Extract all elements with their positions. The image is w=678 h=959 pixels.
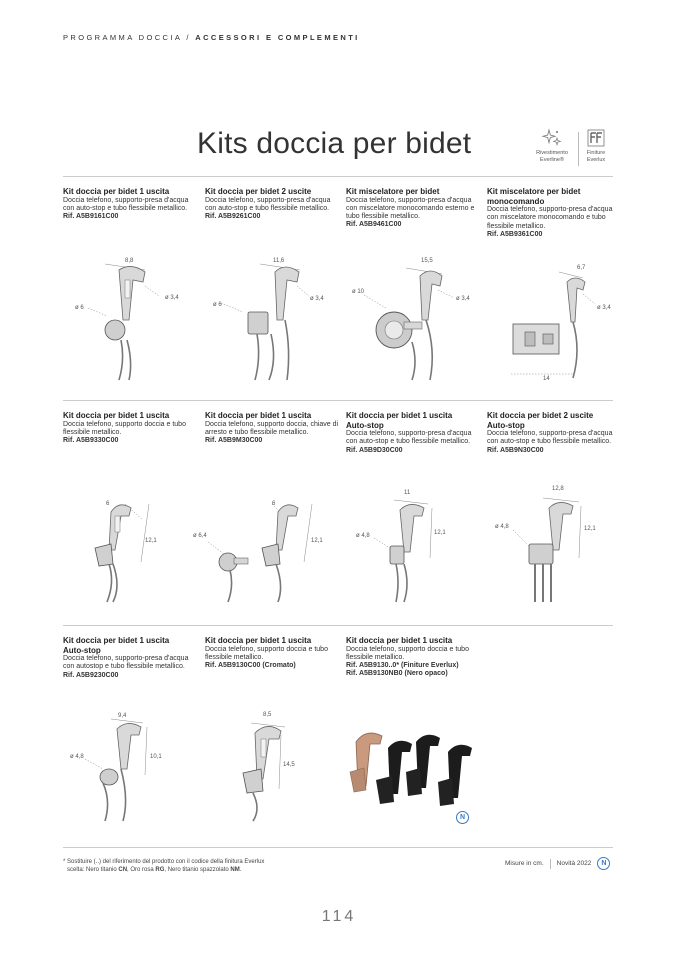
product-ref: Rif. A5B9M30C00 — [205, 437, 263, 445]
measures-note: Misure in cm. — [505, 860, 544, 867]
badge-everlux-line1: Finiture — [586, 150, 606, 156]
product-name: Kit miscelatore per bidet monocomando — [487, 187, 581, 206]
finish-code: RG — [155, 867, 165, 873]
product-illustration — [346, 490, 481, 630]
product-card — [205, 411, 340, 445]
badge-everline-line2: Everline® — [540, 156, 564, 163]
new-badge-icon: N — [597, 857, 610, 870]
product-description: Doccia telefono, supporto-presa d'acqua con auto-stop e tubo flessibile metallico. — [205, 196, 331, 212]
product-ref: Rif. A5B9230C00 — [63, 671, 119, 679]
bidet-shower-stopvalve-drawing — [190, 490, 340, 610]
dimension-label: 12,1 — [311, 538, 323, 544]
page-title: Kits doccia per bidet — [197, 127, 472, 160]
product-card — [346, 411, 481, 455]
product-description: Doccia telefono, supporto-presa d'acqua con auto-stop e tubo flessibile metallico. — [487, 430, 613, 446]
product-description: Doccia telefono, supporto-presa d'acqua con miscelatore monocomando esterno e tubo flessibile metallico. — [346, 196, 475, 221]
divider-bottom — [63, 847, 613, 848]
product-illustration — [63, 705, 198, 845]
dimension-label: 14 — [543, 376, 550, 382]
product-description: Doccia telefono, supporto-presa d'acqua con auto-stop e tubo flessibile metallico. — [63, 196, 189, 212]
divider-row1 — [63, 400, 613, 401]
product-name: Kit doccia per bidet 1 uscita — [63, 411, 170, 420]
dimension-label: 6 — [272, 501, 276, 507]
product-illustration — [205, 250, 340, 390]
bidet-shower-autostop-2-drawing — [63, 705, 198, 825]
dimension-label: 12,8 — [552, 486, 564, 492]
page-number: 114 — [321, 908, 357, 925]
footnote-prefix: scelta: Nero titanio — [67, 867, 119, 873]
bidet-mixer-monocommand-drawing — [487, 250, 622, 390]
badge-divider — [578, 132, 579, 166]
novelty-note: Novità 2022 — [556, 860, 592, 867]
badge-everlux-line2: Everlux — [586, 156, 606, 163]
product-ref: Rif. A5B9D30C00 — [346, 446, 403, 454]
product-ref: Rif. A5B9461C00 — [346, 221, 402, 229]
product-description: Doccia telefono, supporto-presa d'acqua con miscelatore monocomando e tubo flessibile metallico. — [487, 206, 613, 230]
dimension-label: 11,6 — [273, 258, 285, 264]
product-card — [346, 187, 481, 230]
product-ref: Rif. A5B9130C00 (Cromato) — [205, 662, 296, 670]
breadcrumb-section: PROGRAMMA DOCCIA — [63, 33, 182, 42]
feature-badges — [530, 128, 610, 168]
product-ref: Rif. A5B9330C00 — [63, 437, 119, 445]
bidet-shower-chrome-drawing — [205, 705, 340, 825]
badge-everlux — [582, 128, 610, 163]
dimension-label: 6,7 — [577, 265, 586, 271]
product-card — [63, 411, 198, 445]
product-name: Kit doccia per bidet 1 uscita — [205, 636, 312, 645]
footer-divider — [550, 859, 551, 869]
new-product-badge — [456, 806, 469, 824]
sparkle-icon — [541, 128, 563, 148]
breadcrumb-current: ACCESSORI E COMPLEMENTI — [195, 33, 360, 42]
product-description: Doccia telefono, supporto-presa d'acqua con autostop e tubo flessibile metallico. — [63, 655, 189, 671]
badge-everline-line1: Rivestimento — [536, 150, 568, 156]
product-illustration — [346, 250, 481, 390]
dimension-label: 12,1 — [434, 530, 446, 536]
footnote — [63, 858, 393, 874]
product-name: Kit doccia per bidet 1 uscita Auto-stop — [346, 411, 453, 430]
product-card — [346, 636, 506, 679]
product-name: Kit doccia per bidet 2 uscite — [205, 187, 312, 196]
dimension-label: 11 — [404, 490, 411, 496]
product-illustration — [190, 490, 325, 630]
product-illustration — [487, 250, 622, 390]
product-description: Doccia telefono, supporto doccia e tubo flessibile metallico. — [346, 645, 469, 661]
product-card — [487, 187, 622, 239]
product-description: Doccia telefono, supporto-presa d'acqua con auto-stop e tubo flessibile metallico. — [346, 430, 472, 446]
dimension-label: 10,1 — [150, 754, 162, 760]
dimension-label: ø 3,4 — [597, 305, 611, 311]
product-card — [487, 411, 622, 455]
product-illustration — [63, 490, 198, 630]
badge-everline — [530, 128, 574, 163]
product-ref: Rif. A5B9261C00 — [205, 213, 261, 221]
product-illustration — [487, 490, 622, 630]
product-card — [205, 187, 340, 221]
product-illustration — [63, 250, 198, 390]
bidet-shower-bracket-drawing — [63, 490, 198, 610]
bidet-shower-2-outlets-autostop-drawing — [487, 490, 622, 610]
finishes-icon — [586, 128, 606, 148]
product-description: Doccia telefono, supporto doccia e tubo flessibile metallico. — [205, 645, 328, 661]
product-card — [63, 187, 198, 221]
product-illustration — [205, 705, 340, 845]
bidet-shower-1-outlet-drawing — [63, 250, 198, 390]
product-ref: Rif. A5B9130NB0 (Nero opaco) — [346, 670, 448, 678]
product-ref: Rif. A5B9N30C00 — [487, 446, 544, 454]
dimension-label: ø 6,4 — [193, 533, 207, 539]
product-ref: Rif. A5B9130..0* (Finiture Everlux) — [346, 662, 459, 670]
footnote-mid: , Nero titanio spazzolato — [164, 867, 231, 873]
dimension-label: 12,1 — [145, 538, 157, 544]
dimension-label: 9,4 — [118, 713, 127, 719]
dimension-label: 8,8 — [125, 258, 134, 264]
footnote-mid: , Oro rosa — [127, 867, 156, 873]
breadcrumb — [63, 33, 360, 42]
product-card — [63, 636, 198, 680]
bidet-shower-autostop-drawing — [346, 490, 481, 610]
finish-code: NM — [230, 867, 240, 873]
dimension-label: ø 6 — [213, 302, 222, 308]
product-name: Kit doccia per bidet 1 uscita — [205, 411, 312, 420]
dimension-label: ø 10 — [352, 289, 365, 295]
product-name: Kit doccia per bidet 2 uscite Auto-stop — [487, 411, 594, 430]
dimension-label: 8,5 — [263, 712, 272, 718]
product-name: Kit doccia per bidet 1 uscita — [63, 187, 170, 196]
footnote-line1: * Sostituire (..) del riferimento del prodotto con il codice della finitura Everlux — [63, 859, 265, 865]
dimension-label: 12,1 — [584, 526, 596, 532]
bidet-shower-2-outlets-drawing — [205, 250, 340, 390]
breadcrumb-separator: / — [186, 33, 191, 42]
dimension-label: ø 3,4 — [456, 296, 470, 302]
footer-legend — [505, 857, 610, 870]
dimension-label: ø 3,4 — [165, 295, 179, 301]
footnote-end: . — [239, 867, 242, 873]
divider-row2 — [63, 625, 613, 626]
product-ref: Rif. A5B9361C00 — [487, 230, 543, 238]
dimension-label: 14,5 — [283, 762, 295, 768]
product-name: Kit doccia per bidet 1 uscita — [346, 636, 453, 645]
dimension-label: ø 4,8 — [495, 524, 509, 530]
product-name: Kit doccia per bidet 1 uscita Auto-stop — [63, 636, 170, 655]
product-description: Doccia telefono, supporto doccia e tubo flessibile metallico. — [63, 420, 186, 436]
finish-code: CN — [118, 867, 128, 873]
dimension-label: ø 3,4 — [310, 296, 324, 302]
product-ref: Rif. A5B9161C00 — [63, 213, 119, 221]
bidet-mixer-kit-drawing — [346, 250, 481, 390]
footnote-line2 — [63, 866, 393, 874]
dimension-label: 15,5 — [421, 258, 433, 264]
new-badge-icon: N — [456, 811, 469, 824]
dimension-label: ø 4,8 — [356, 533, 370, 539]
product-card — [205, 636, 340, 670]
product-name: Kit miscelatore per bidet — [346, 187, 440, 196]
product-description: Doccia telefono, supporto doccia, chiave di arresto e tubo flessibile metallico. — [205, 420, 339, 436]
dimension-label: ø 6 — [75, 305, 84, 311]
dimension-label: ø 4,8 — [70, 754, 84, 760]
dimension-label: 6 — [106, 501, 110, 507]
divider-top — [63, 176, 613, 177]
